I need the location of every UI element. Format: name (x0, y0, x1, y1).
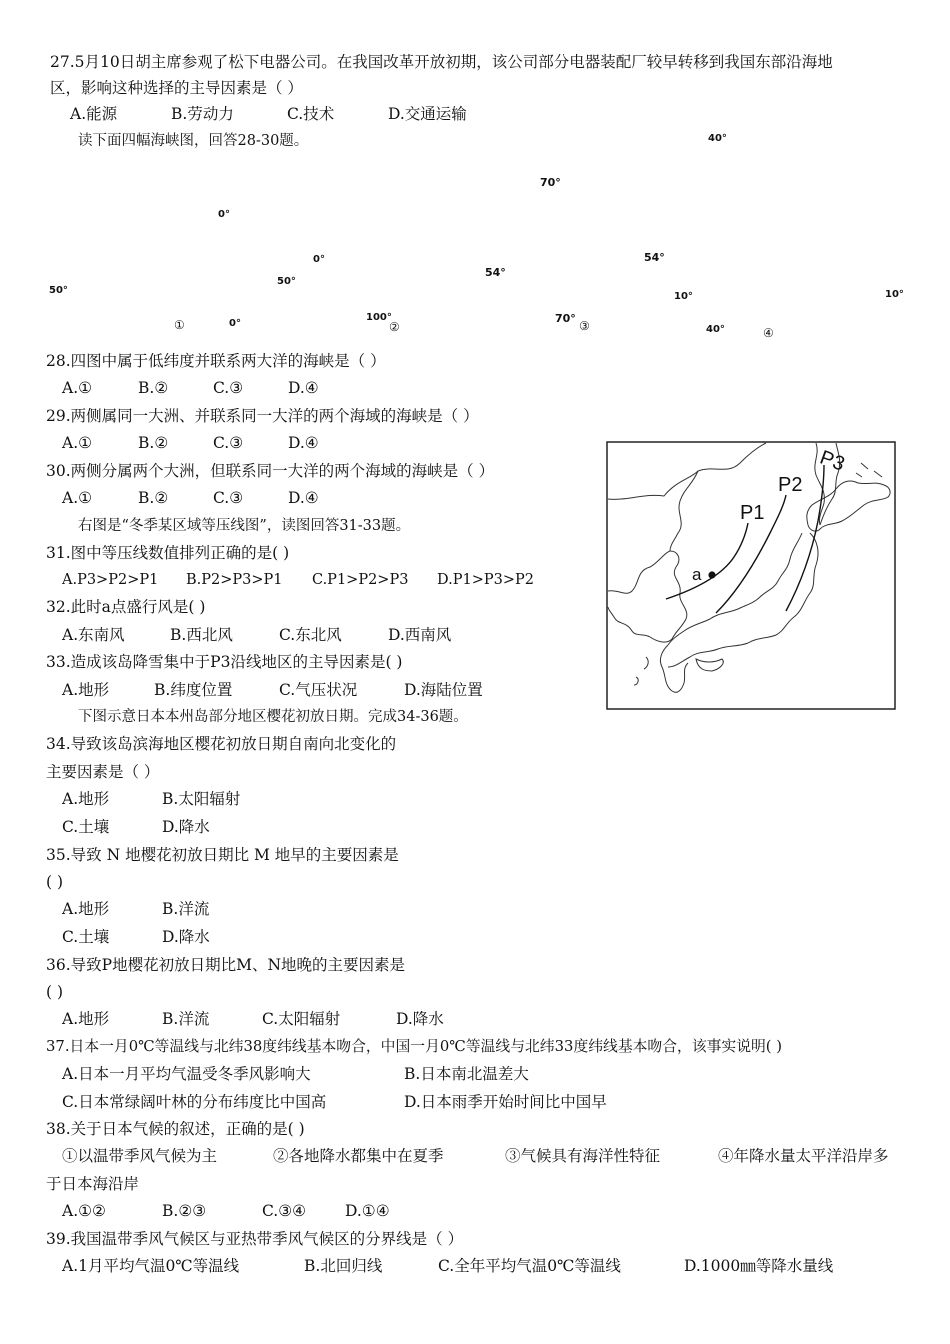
strait-label: 10° (885, 289, 904, 300)
q28-option-a: A.① (62, 379, 93, 397)
q29-stem: 29.两侧属同一大洲、并联系同一大洋的两个海域的海峡是（ ） (46, 407, 479, 425)
q36-option-b: B.洋流 (162, 1010, 210, 1028)
q36-stem-line2: ( ) (46, 983, 64, 1001)
q30-option-a: A.① (62, 489, 93, 507)
q36-stem-line1: 36.导致P地樱花初放日期比M、N地晚的主要因素是 (46, 956, 406, 974)
q38-item-2: ②各地降水都集中在夏季 (273, 1147, 444, 1165)
q31-stem: 31.图中等压线数值排列正确的是( ) (46, 544, 290, 562)
point-a-label: a (692, 565, 702, 584)
q38-option-a: A.①② (62, 1202, 106, 1220)
q28-option-b: B.② (138, 379, 169, 397)
q39-stem: 39.我国温带季风气候区与亚热带季风气候区的分界线是（ ） (46, 1230, 464, 1248)
q36-option-d: D.降水 (396, 1010, 444, 1028)
q35-stem-line2: ( ) (46, 873, 64, 891)
strait-label: 0° (218, 209, 230, 220)
strait-label: 40° (708, 133, 727, 144)
strait-label: 70° (540, 176, 561, 189)
q29-option-a: A.① (62, 434, 93, 452)
strait-label: 10° (674, 291, 693, 302)
q34-stem-line1: 34.导致该岛滨海地区樱花初放日期自南向北变化的 (46, 735, 397, 753)
strait-label: 0° (313, 254, 325, 265)
q38-item-1: ①以温带季风气候为主 (62, 1147, 218, 1165)
strait-label: 70° (555, 312, 576, 325)
q38-option-c: C.③④ (262, 1202, 307, 1220)
q39-option-b: B.北回归线 (304, 1257, 383, 1275)
q33-option-c: C.气压状况 (279, 681, 358, 699)
q38-option-b: B.②③ (162, 1202, 207, 1220)
q38-item-4: ④年降水量太平洋沿岸多 (718, 1147, 889, 1165)
q37-option-d: D.日本雨季开始时间比中国早 (404, 1093, 607, 1111)
q30-option-b: B.② (138, 489, 169, 507)
q27-option-b: B.劳动力 (171, 105, 234, 123)
strait-label: 50° (49, 285, 68, 296)
strait-label: 54° (644, 251, 665, 264)
q36-option-c: C.太阳辐射 (262, 1010, 341, 1028)
q37-option-c: C.日本常绿阔叶林的分布纬度比中国高 (62, 1093, 327, 1111)
q34-stem-line2: 主要因素是（ ） (46, 763, 160, 781)
q30-option-d: D.④ (288, 489, 319, 507)
q39-option-d: D.1000㎜等降水量线 (684, 1257, 834, 1275)
q27-option-a: A.能源 (70, 105, 118, 123)
q29-option-b: B.② (138, 434, 169, 452)
q29-option-c: C.③ (213, 434, 244, 452)
strait-number-1: ① (174, 318, 185, 332)
q27-option-d: D.交通运输 (388, 105, 467, 123)
strait-label: 50° (277, 276, 296, 287)
strait-number-3: ③ (579, 319, 590, 333)
q38-stem: 38.关于日本气候的叙述，正确的是( ) (46, 1120, 305, 1138)
q32-option-c: C.东北风 (279, 626, 342, 644)
q33-option-b: B.纬度位置 (154, 681, 233, 699)
q28-option-d: D.④ (288, 379, 319, 397)
q32-option-d: D.西南风 (388, 626, 452, 644)
q32-stem: 32.此时a点盛行风是( ) (46, 598, 206, 616)
q31-option-b: B.P2>P3>P1 (186, 572, 283, 588)
intro-28-30: 读下面四幅海峡图，回答28-30题。 (78, 133, 309, 149)
q30-stem: 30.两侧分属两个大洲，但联系同一大洋的两个海域的海峡是（ ） (46, 462, 495, 480)
strait-label: 0° (229, 318, 241, 329)
strait-label: 54° (485, 266, 506, 279)
q33-stem: 33.造成该岛降雪集中于P3沿线地区的主导因素是( ) (46, 653, 403, 671)
q33-option-a: A.地形 (62, 681, 110, 699)
q35-option-a: A.地形 (62, 900, 110, 918)
strait-number-4: ④ (763, 326, 774, 340)
q32-option-a: A.东南风 (62, 626, 125, 644)
intro-34-36: 下图示意日本本州岛部分地区樱花初放日期。完成34-36题。 (78, 709, 468, 725)
q34-option-a: A.地形 (62, 790, 110, 808)
q35-option-d: D.降水 (162, 928, 210, 946)
q31-option-c: C.P1>P2>P3 (312, 572, 409, 588)
isobar-label-p1: P1 (740, 502, 765, 524)
q36-option-a: A.地形 (62, 1010, 110, 1028)
q28-option-c: C.③ (213, 379, 244, 397)
isobar-label-p2: P2 (778, 474, 803, 496)
point-a-marker (708, 571, 715, 578)
isobar-label-p3: P3 (816, 446, 848, 476)
map-frame (607, 442, 895, 709)
q27-stem-line1: 27.5月10日胡主席参观了松下电器公司。在我国改革开放初期，该公司部分电器装配厂较早转移到我国东部沿海地 (50, 53, 833, 71)
q35-option-b: B.洋流 (162, 900, 210, 918)
q34-option-c: C.土壤 (62, 818, 110, 836)
q39-option-c: C.全年平均气温0℃等温线 (438, 1257, 621, 1275)
q37-option-b: B.日本南北温差大 (404, 1065, 529, 1083)
q34-option-b: B.太阳辐射 (162, 790, 241, 808)
q31-option-d: D.P1>P3>P2 (437, 572, 534, 588)
q27-stem-line2: 区，影响这种选择的主导因素是（ ） (50, 79, 303, 97)
q39-option-a: A.1月平均气温0℃等温线 (62, 1257, 240, 1275)
strait-number-2: ② (389, 320, 400, 334)
q38-item-4-continued: 于日本海沿岸 (46, 1175, 140, 1193)
q31-option-a: A.P3>P2>P1 (62, 572, 159, 588)
isobar-map (606, 441, 896, 710)
strait-label: 100° (366, 312, 392, 323)
q37-option-a: A.日本一月平均气温受冬季风影响大 (62, 1065, 311, 1083)
intro-31-33: 右图是“冬季某区域等压线图”，读图回答31-33题。 (78, 518, 411, 534)
q34-option-d: D.降水 (162, 818, 210, 836)
q32-option-b: B.西北风 (170, 626, 233, 644)
q27-option-c: C.技术 (287, 105, 335, 123)
strait-label: 40° (706, 324, 725, 335)
q30-option-c: C.③ (213, 489, 244, 507)
q38-item-3: ③气候具有海洋性特征 (505, 1147, 661, 1165)
q35-option-c: C.土壤 (62, 928, 110, 946)
q33-option-d: D.海陆位置 (404, 681, 483, 699)
q28-stem: 28.四图中属于低纬度并联系两大洋的海峡是（ ） (46, 352, 386, 370)
q38-option-d: D.①④ (345, 1202, 390, 1220)
q29-option-d: D.④ (288, 434, 319, 452)
q35-stem-line1: 35.导致 N 地樱花初放日期比 M 地早的主要因素是 (46, 846, 399, 864)
q37-stem: 37.日本一月0℃等温线与北纬38度纬线基本吻合，中国一月0℃等温线与北纬33度纬线基本吻合，该事实说明( ) (46, 1038, 783, 1055)
